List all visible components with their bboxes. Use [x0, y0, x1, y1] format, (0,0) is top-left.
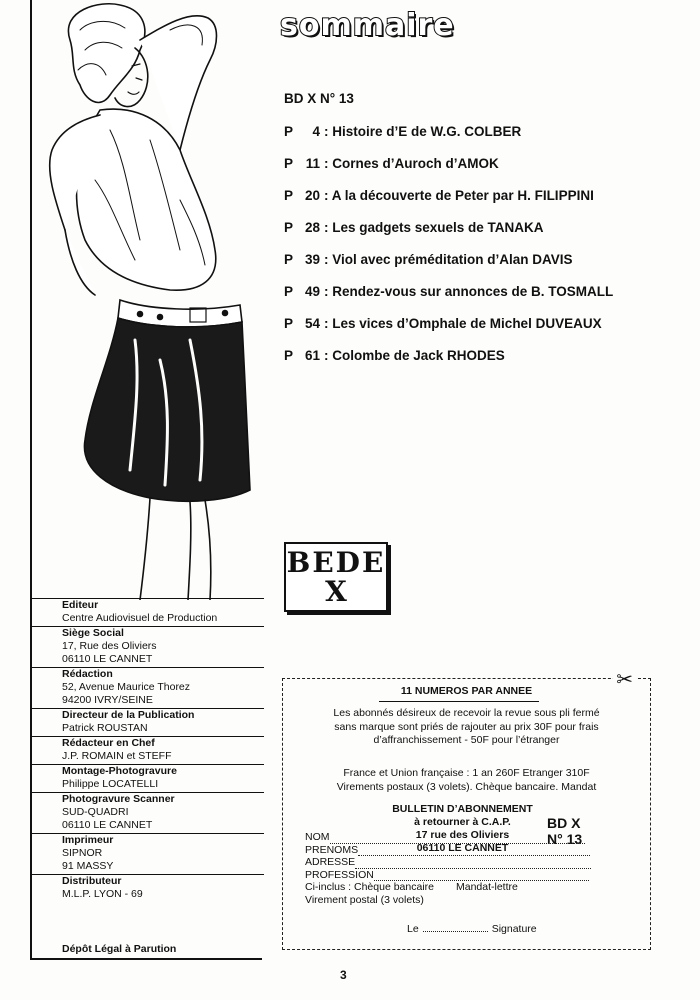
colophon-line: Centre Audiovisuel de Production [62, 612, 218, 624]
coupon-address: BULLETIN D’ABONNEMENT à retourner à C.A.P. 17 rue des Oliviers 06110 LE CANNET [392, 803, 533, 854]
colophon-section [32, 874, 264, 902]
name-field[interactable]: NOM [305, 831, 591, 844]
colophon-heading: Imprimeur [62, 834, 114, 846]
colophon-line: 91 MASSY [62, 860, 114, 872]
first-names-field[interactable]: PRENOMS [305, 844, 591, 857]
toc-item[interactable]: P 20 : A la découverte de Peter par H. FILIPPINI [284, 188, 594, 203]
colophon-section [32, 764, 264, 792]
toc-item[interactable]: P 39 : Viol avec préméditation d’Alan DAVIS [284, 252, 573, 267]
issue-label: BD X N° 13 [284, 91, 354, 106]
colophon-line: 94200 IVRY/SEINE [62, 694, 153, 706]
colophon-line: 52, Avenue Maurice Thorez [62, 681, 191, 693]
colophon-line: Patrick ROUSTAN [62, 722, 148, 734]
colophon-heading: Photogravure Scanner [62, 793, 175, 805]
colophon-section [32, 626, 264, 667]
colophon-section [32, 708, 264, 736]
colophon-heading: Directeur de la Publication [62, 709, 195, 721]
colophon-line: M.L.P. LYON - 69 [62, 888, 143, 900]
colophon-section [32, 736, 264, 764]
colophon-section [32, 833, 264, 874]
virement-option[interactable]: Virement postal (3 volets) [305, 893, 424, 906]
colophon [32, 598, 264, 902]
signature-line: Le Signature [407, 923, 537, 935]
table-of-contents [284, 124, 613, 380]
coupon-header-rule [379, 701, 539, 702]
legal-deposit: Dépôt Légal à Parution [62, 943, 177, 955]
pinup-illustration [40, 0, 265, 600]
toc-item[interactable]: P 49 : Rendez-vous sur annonces de B. TOSMALL [284, 284, 614, 299]
colophon-line: SIPNOR [62, 847, 103, 859]
coupon-header: 11 NUMEROS PAR ANNEE [400, 685, 533, 697]
colophon-line: Philippe LOCATELLI [62, 778, 159, 790]
date-field[interactable] [423, 931, 488, 932]
coupon-issue: BD X N° 13 [547, 815, 583, 847]
colophon-line: 06110 LE CANNET [62, 819, 153, 831]
page-number: 3 [340, 968, 347, 982]
bottom-border-rule [30, 958, 262, 960]
colophon-section [32, 598, 264, 626]
colophon-heading: Siège Social [62, 627, 124, 639]
toc-item[interactable]: P 61 : Colombe de Jack RHODES [284, 348, 505, 363]
colophon-line: 17, Rue des Oliviers [62, 640, 157, 652]
cheque-option[interactable]: Ci-inclus : Chèque bancaire [305, 881, 434, 893]
colophon-heading: Rédacteur en Chef [62, 737, 155, 749]
bede-x-logo: BEDE X [284, 542, 388, 612]
colophon-line: J.P. ROMAIN et STEFF [62, 750, 172, 762]
scissors-icon: ✂ [613, 667, 636, 692]
colophon-section [32, 792, 264, 833]
payment-line [305, 881, 591, 894]
subscription-coupon [282, 669, 651, 950]
colophon-heading: Rédaction [62, 668, 113, 680]
toc-item[interactable]: P 4 : Histoire d’E de W.G. COLBER [284, 124, 522, 139]
colophon-line: 06110 LE CANNET [62, 653, 153, 665]
coupon-prices: France et Union française : 1 an 260F Etranger 310F Virements postaux (3 volets). Chèque bancaire. Mandat [336, 767, 597, 793]
colophon-heading: Montage-Photogravure [62, 765, 177, 777]
profession-field[interactable]: PROFESSION [305, 869, 591, 882]
colophon-heading: Editeur [62, 599, 99, 611]
toc-item[interactable]: P 54 : Les vices d’Omphale de Michel DUVEAUX [284, 316, 602, 331]
colophon-heading: Distributeur [62, 875, 122, 887]
colophon-section [32, 667, 264, 708]
coupon-form-fields [305, 831, 591, 906]
address-field[interactable]: ADRESSE [305, 856, 591, 869]
mandat-option[interactable]: Mandat-lettre [455, 881, 518, 893]
toc-item[interactable]: P 11 : Cornes d’Auroch d’AMOK [284, 156, 499, 171]
colophon-line: SUD-QUADRI [62, 806, 129, 818]
page-title: sommaire [280, 8, 455, 43]
toc-item[interactable]: P 28 : Les gadgets sexuels de TANAKA [284, 220, 544, 235]
coupon-intro: Les abonnés désireux de recevoir la revue sous pli fermé sans marque sont priés de rajouter au prix 30F pour frais d’affranchissement - 50F pour l’étranger [333, 707, 600, 746]
